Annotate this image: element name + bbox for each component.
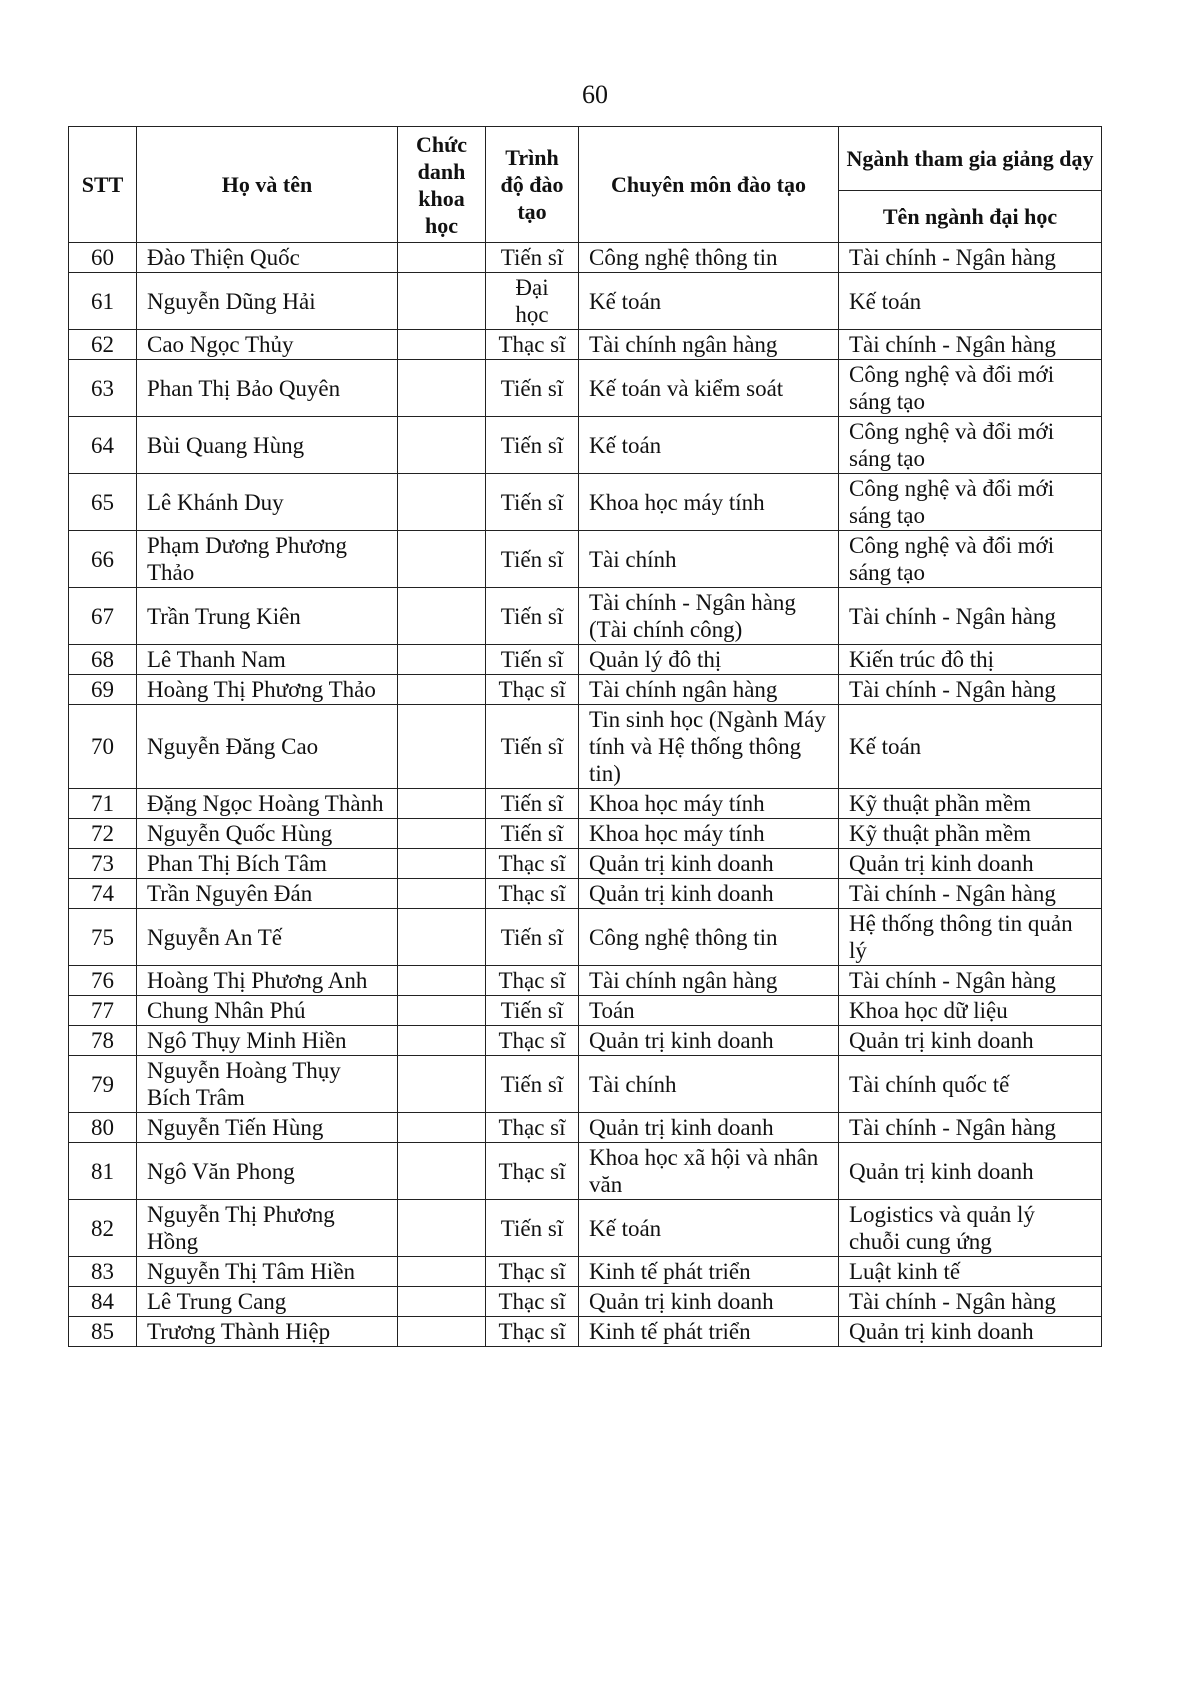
- stt-cell: 70: [69, 705, 137, 789]
- stt-cell: 84: [69, 1287, 137, 1317]
- degree-cell: Tiến sĩ: [486, 819, 579, 849]
- teaching-major-cell: Quản trị kinh doanh: [839, 849, 1102, 879]
- page-number: 60: [582, 80, 608, 109]
- table-row: [69, 879, 1102, 909]
- academic-rank-cell: [398, 330, 486, 360]
- stt-cell: 81: [69, 1143, 137, 1200]
- academic-rank-cell: [398, 243, 486, 273]
- stt-cell: 72: [69, 819, 137, 849]
- degree-cell: Thạc sĩ: [486, 1143, 579, 1200]
- academic-rank-cell: [398, 417, 486, 474]
- name-cell: Cao Ngọc Thủy: [137, 330, 398, 360]
- name-cell: Trần Trung Kiên: [137, 588, 398, 645]
- table-row: [69, 417, 1102, 474]
- academic-rank-cell: [398, 1026, 486, 1056]
- table-row: [69, 996, 1102, 1026]
- teaching-major-cell: Tài chính - Ngân hàng: [839, 1287, 1102, 1317]
- specialty-cell: Quản trị kinh doanh: [579, 849, 839, 879]
- teaching-major-cell: Kiến trúc đô thị: [839, 645, 1102, 675]
- table-row: [69, 705, 1102, 789]
- specialty-cell: Quản trị kinh doanh: [579, 879, 839, 909]
- degree-cell: Thạc sĩ: [486, 1026, 579, 1056]
- stt-cell: 71: [69, 789, 137, 819]
- specialty-cell: Khoa học xã hội và nhân văn: [579, 1143, 839, 1200]
- specialty-cell: Tài chính ngân hàng: [579, 330, 839, 360]
- specialty-cell: Kế toán: [579, 1200, 839, 1257]
- name-cell: Hoàng Thị Phương Thảo: [137, 675, 398, 705]
- specialty-cell: Toán: [579, 996, 839, 1026]
- stt-cell: 79: [69, 1056, 137, 1113]
- table-row: [69, 243, 1102, 273]
- name-cell: Bùi Quang Hùng: [137, 417, 398, 474]
- header-stt: STT: [69, 127, 137, 243]
- table-row: [69, 1113, 1102, 1143]
- name-cell: Lê Trung Cang: [137, 1287, 398, 1317]
- stt-cell: 74: [69, 879, 137, 909]
- teaching-major-cell: Luật kinh tế: [839, 1257, 1102, 1287]
- teaching-major-cell: Kỹ thuật phần mềm: [839, 789, 1102, 819]
- academic-rank-cell: [398, 849, 486, 879]
- academic-rank-cell: [398, 675, 486, 705]
- name-cell: Hoàng Thị Phương Anh: [137, 966, 398, 996]
- stt-cell: 66: [69, 531, 137, 588]
- teaching-major-cell: Công nghệ và đổi mới sáng tạo: [839, 360, 1102, 417]
- stt-cell: 67: [69, 588, 137, 645]
- specialty-cell: Tài chính: [579, 1056, 839, 1113]
- academic-rank-cell: [398, 1143, 486, 1200]
- stt-cell: 82: [69, 1200, 137, 1257]
- name-cell: Nguyễn Hoàng Thụy Bích Trâm: [137, 1056, 398, 1113]
- table-row: [69, 1143, 1102, 1200]
- table-row: [69, 588, 1102, 645]
- teaching-major-cell: Kế toán: [839, 273, 1102, 330]
- specialty-cell: Kế toán: [579, 417, 839, 474]
- academic-rank-cell: [398, 1257, 486, 1287]
- name-cell: Nguyễn An Tế: [137, 909, 398, 966]
- stt-cell: 62: [69, 330, 137, 360]
- table-row: [69, 1317, 1102, 1347]
- academic-rank-cell: [398, 273, 486, 330]
- name-cell: Nguyễn Dũng Hải: [137, 273, 398, 330]
- name-cell: Trương Thành Hiệp: [137, 1317, 398, 1347]
- table-row: [69, 789, 1102, 819]
- stt-cell: 64: [69, 417, 137, 474]
- table-row: [69, 1257, 1102, 1287]
- academic-rank-cell: [398, 879, 486, 909]
- academic-rank-cell: [398, 1287, 486, 1317]
- teaching-major-cell: Công nghệ và đổi mới sáng tạo: [839, 531, 1102, 588]
- name-cell: Đào Thiện Quốc: [137, 243, 398, 273]
- academic-rank-cell: [398, 645, 486, 675]
- academic-rank-cell: [398, 1317, 486, 1347]
- degree-cell: Tiến sĩ: [486, 531, 579, 588]
- stt-cell: 77: [69, 996, 137, 1026]
- table-row: [69, 966, 1102, 996]
- stt-cell: 78: [69, 1026, 137, 1056]
- academic-rank-cell: [398, 474, 486, 531]
- table-row: [69, 645, 1102, 675]
- teaching-major-cell: Kỹ thuật phần mềm: [839, 819, 1102, 849]
- teaching-major-cell: Tài chính quốc tế: [839, 1056, 1102, 1113]
- teaching-major-cell: Công nghệ và đổi mới sáng tạo: [839, 474, 1102, 531]
- teaching-major-cell: Công nghệ và đổi mới sáng tạo: [839, 417, 1102, 474]
- table-row: [69, 360, 1102, 417]
- name-cell: Nguyễn Thị Tâm Hiền: [137, 1257, 398, 1287]
- header-specialty: Chuyên môn đào tạo: [579, 127, 839, 243]
- header-academic-rank: Chức danh khoa học: [398, 127, 486, 243]
- name-cell: Phan Thị Bảo Quyên: [137, 360, 398, 417]
- stt-cell: 85: [69, 1317, 137, 1347]
- specialty-cell: Khoa học máy tính: [579, 474, 839, 531]
- table-row: [69, 1026, 1102, 1056]
- stt-cell: 68: [69, 645, 137, 675]
- specialty-cell: Tài chính - Ngân hàng (Tài chính công): [579, 588, 839, 645]
- specialty-cell: Khoa học máy tính: [579, 789, 839, 819]
- table-body: [69, 243, 1102, 1347]
- academic-rank-cell: [398, 789, 486, 819]
- degree-cell: Thạc sĩ: [486, 1287, 579, 1317]
- name-cell: Đặng Ngọc Hoàng Thành: [137, 789, 398, 819]
- teaching-major-cell: Tài chính - Ngân hàng: [839, 879, 1102, 909]
- academic-rank-cell: [398, 1200, 486, 1257]
- name-cell: Phạm Dương Phương Thảo: [137, 531, 398, 588]
- stt-cell: 61: [69, 273, 137, 330]
- header-degree: Trình độ đào tạo: [486, 127, 579, 243]
- teaching-major-cell: Tài chính - Ngân hàng: [839, 243, 1102, 273]
- stt-cell: 73: [69, 849, 137, 879]
- table-row: [69, 273, 1102, 330]
- academic-rank-cell: [398, 909, 486, 966]
- degree-cell: Tiến sĩ: [486, 243, 579, 273]
- table-row: [69, 675, 1102, 705]
- teaching-major-cell: Tài chính - Ngân hàng: [839, 588, 1102, 645]
- degree-cell: Tiến sĩ: [486, 417, 579, 474]
- degree-cell: Thạc sĩ: [486, 849, 579, 879]
- table-row: [69, 531, 1102, 588]
- teaching-major-cell: Kế toán: [839, 705, 1102, 789]
- stt-cell: 60: [69, 243, 137, 273]
- teaching-major-cell: Hệ thống thông tin quản lý: [839, 909, 1102, 966]
- table-row: [69, 474, 1102, 531]
- teaching-major-cell: Quản trị kinh doanh: [839, 1026, 1102, 1056]
- degree-cell: Tiến sĩ: [486, 474, 579, 531]
- name-cell: Lê Khánh Duy: [137, 474, 398, 531]
- specialty-cell: Tin sinh học (Ngành Máy tính và Hệ thống thông tin): [579, 705, 839, 789]
- specialty-cell: Công nghệ thông tin: [579, 909, 839, 966]
- specialty-cell: Tài chính: [579, 531, 839, 588]
- table-row: [69, 819, 1102, 849]
- degree-cell: Tiến sĩ: [486, 645, 579, 675]
- header-name: Họ và tên: [137, 127, 398, 243]
- name-cell: Nguyễn Đăng Cao: [137, 705, 398, 789]
- degree-cell: Thạc sĩ: [486, 1257, 579, 1287]
- teaching-major-cell: Tài chính - Ngân hàng: [839, 966, 1102, 996]
- table-row: [69, 330, 1102, 360]
- name-cell: Nguyễn Thị Phương Hồng: [137, 1200, 398, 1257]
- academic-rank-cell: [398, 1113, 486, 1143]
- table-header: [69, 127, 1102, 243]
- teaching-major-cell: Khoa học dữ liệu: [839, 996, 1102, 1026]
- degree-cell: Thạc sĩ: [486, 1317, 579, 1347]
- teaching-major-cell: Quản trị kinh doanh: [839, 1143, 1102, 1200]
- degree-cell: Tiến sĩ: [486, 996, 579, 1026]
- name-cell: Chung Nhân Phú: [137, 996, 398, 1026]
- teaching-major-cell: Logistics và quản lý chuỗi cung ứng: [839, 1200, 1102, 1257]
- name-cell: Trần Nguyên Đán: [137, 879, 398, 909]
- specialty-cell: Quản trị kinh doanh: [579, 1026, 839, 1056]
- academic-rank-cell: [398, 588, 486, 645]
- degree-cell: Thạc sĩ: [486, 330, 579, 360]
- specialty-cell: Tài chính ngân hàng: [579, 966, 839, 996]
- name-cell: Nguyễn Quốc Hùng: [137, 819, 398, 849]
- academic-rank-cell: [398, 360, 486, 417]
- table-row: [69, 1200, 1102, 1257]
- header-teaching-major: Tên ngành đại học: [839, 191, 1102, 243]
- academic-rank-cell: [398, 1056, 486, 1113]
- stt-cell: 80: [69, 1113, 137, 1143]
- degree-cell: Tiến sĩ: [486, 588, 579, 645]
- specialty-cell: Tài chính ngân hàng: [579, 675, 839, 705]
- academic-rank-cell: [398, 966, 486, 996]
- stt-cell: 76: [69, 966, 137, 996]
- name-cell: Lê Thanh Nam: [137, 645, 398, 675]
- academic-rank-cell: [398, 996, 486, 1026]
- academic-rank-cell: [398, 705, 486, 789]
- teaching-major-cell: Quản trị kinh doanh: [839, 1317, 1102, 1347]
- specialty-cell: Kế toán: [579, 273, 839, 330]
- name-cell: Ngô Thụy Minh Hiền: [137, 1026, 398, 1056]
- stt-cell: 63: [69, 360, 137, 417]
- table-row: [69, 849, 1102, 879]
- stt-cell: 65: [69, 474, 137, 531]
- specialty-cell: Quản trị kinh doanh: [579, 1287, 839, 1317]
- degree-cell: Thạc sĩ: [486, 966, 579, 996]
- degree-cell: Tiến sĩ: [486, 1200, 579, 1257]
- academic-rank-cell: [398, 819, 486, 849]
- academic-rank-cell: [398, 531, 486, 588]
- specialty-cell: Kinh tế phát triển: [579, 1257, 839, 1287]
- specialty-cell: Quản lý đô thị: [579, 645, 839, 675]
- name-cell: Nguyễn Tiến Hùng: [137, 1113, 398, 1143]
- degree-cell: Tiến sĩ: [486, 1056, 579, 1113]
- teaching-major-cell: Tài chính - Ngân hàng: [839, 330, 1102, 360]
- degree-cell: Thạc sĩ: [486, 675, 579, 705]
- specialty-cell: Khoa học máy tính: [579, 819, 839, 849]
- name-cell: Ngô Văn Phong: [137, 1143, 398, 1200]
- stt-cell: 83: [69, 1257, 137, 1287]
- stt-cell: 75: [69, 909, 137, 966]
- specialty-cell: Kinh tế phát triển: [579, 1317, 839, 1347]
- name-cell: Phan Thị Bích Tâm: [137, 849, 398, 879]
- degree-cell: Thạc sĩ: [486, 1113, 579, 1143]
- degree-cell: Tiến sĩ: [486, 789, 579, 819]
- teaching-major-cell: Tài chính - Ngân hàng: [839, 675, 1102, 705]
- degree-cell: Đại học: [486, 273, 579, 330]
- degree-cell: Tiến sĩ: [486, 909, 579, 966]
- specialty-cell: Kế toán và kiểm soát: [579, 360, 839, 417]
- table-row: [69, 909, 1102, 966]
- degree-cell: Thạc sĩ: [486, 879, 579, 909]
- table-row: [69, 1287, 1102, 1317]
- specialty-cell: Quản trị kinh doanh: [579, 1113, 839, 1143]
- faculty-table: [68, 126, 1102, 1347]
- degree-cell: Tiến sĩ: [486, 705, 579, 789]
- teaching-major-cell: Tài chính - Ngân hàng: [839, 1113, 1102, 1143]
- specialty-cell: Công nghệ thông tin: [579, 243, 839, 273]
- table-row: [69, 1056, 1102, 1113]
- degree-cell: Tiến sĩ: [486, 360, 579, 417]
- header-teaching-group: Ngành tham gia giảng dạy: [839, 127, 1102, 191]
- stt-cell: 69: [69, 675, 137, 705]
